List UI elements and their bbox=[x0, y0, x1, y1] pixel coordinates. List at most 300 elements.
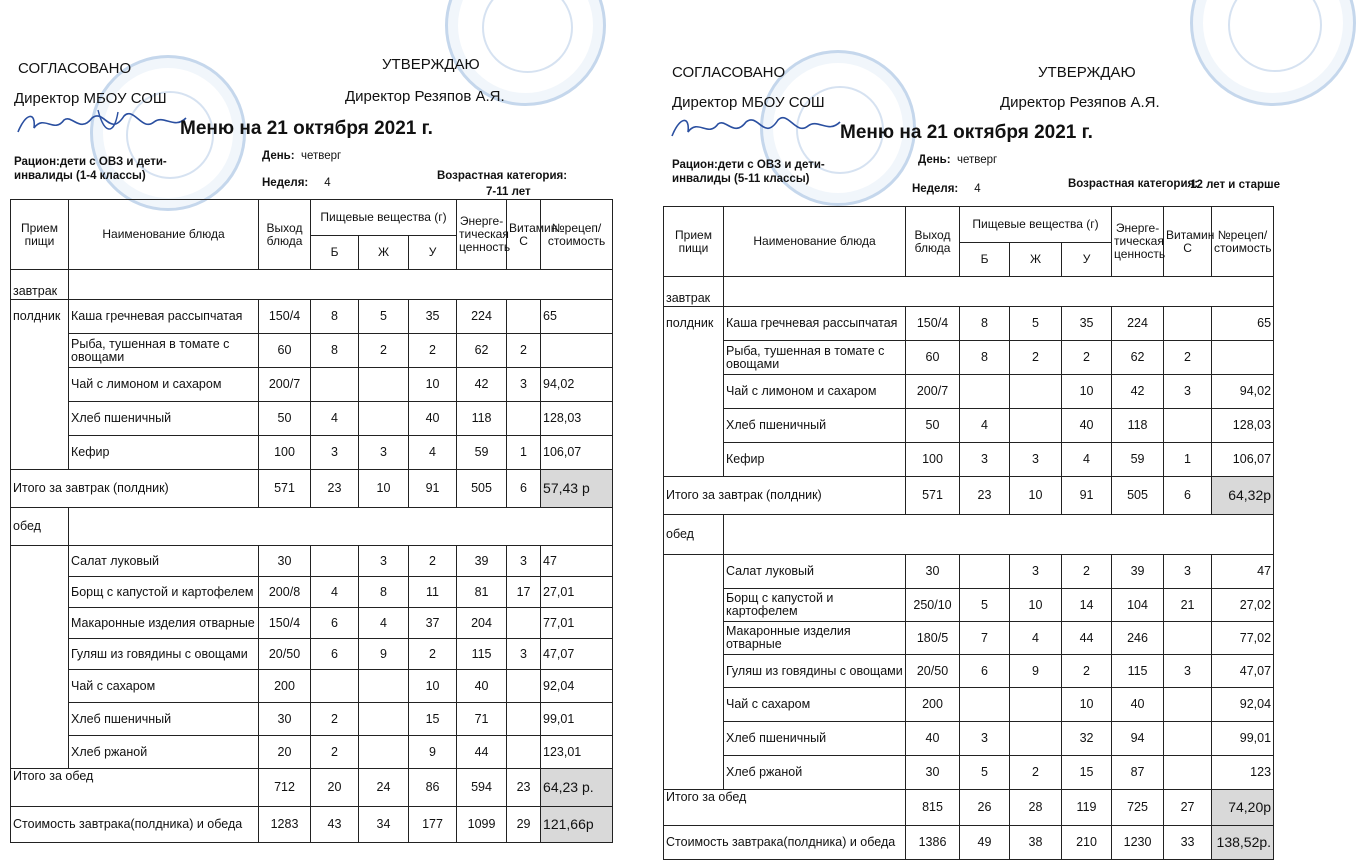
section-row bbox=[11, 270, 613, 300]
cell-energy: 115 bbox=[457, 639, 507, 670]
table-row bbox=[664, 555, 1274, 589]
cell-cost: 128,03 bbox=[541, 402, 613, 436]
total-b: 26 bbox=[960, 790, 1010, 826]
total-cost: 121,66р bbox=[541, 807, 613, 843]
col-zh: Ж bbox=[1010, 243, 1062, 277]
dish-name: Хлеб пшеничный bbox=[69, 703, 259, 736]
table-row bbox=[664, 756, 1274, 790]
table-row bbox=[11, 639, 613, 670]
table-row bbox=[664, 722, 1274, 756]
dish-name: Чай с лимоном и сахаром bbox=[724, 375, 906, 409]
cell-yield: 40 bbox=[906, 722, 960, 756]
lunch-total-label: Итого за обед bbox=[11, 769, 259, 807]
cell-energy: 44 bbox=[457, 736, 507, 769]
ration-label: Рацион:дети с ОВЗ и дети-инвалиды (5-11 классы) bbox=[672, 159, 825, 185]
cell-vitamin bbox=[1164, 688, 1212, 722]
cell-b: 5 bbox=[960, 589, 1010, 622]
total-b: 23 bbox=[311, 470, 359, 508]
day-label: День: четверг bbox=[918, 154, 998, 166]
cell-yield: 50 bbox=[259, 402, 311, 436]
col-recipe: №рецеп/стоимость bbox=[541, 200, 613, 270]
cell-b bbox=[960, 375, 1010, 409]
cell-b bbox=[960, 555, 1010, 589]
dish-name: Чай с сахаром bbox=[69, 670, 259, 703]
cell-cost: 47 bbox=[541, 546, 613, 577]
cell-zh: 2 bbox=[359, 334, 409, 368]
col-b: Б bbox=[960, 243, 1010, 277]
cell-u: 15 bbox=[409, 703, 457, 736]
menu-table bbox=[10, 199, 613, 843]
total-cost: 64,23 р. bbox=[541, 769, 613, 807]
page-title: Меню на 21 октября 2021 г. bbox=[180, 118, 433, 139]
total-yield: 1283 bbox=[259, 807, 311, 843]
total-energy: 594 bbox=[457, 769, 507, 807]
col-zh: Ж bbox=[359, 236, 409, 270]
cell-vitamin: 3 bbox=[507, 368, 541, 402]
total-yield: 571 bbox=[906, 477, 960, 515]
cell-u: 14 bbox=[1062, 589, 1112, 622]
cell-zh: 3 bbox=[1010, 555, 1062, 589]
cell-zh bbox=[1010, 409, 1062, 443]
cell-energy: 62 bbox=[1112, 341, 1164, 375]
cell-yield: 200 bbox=[259, 670, 311, 703]
table-row bbox=[11, 436, 613, 470]
total-b: 49 bbox=[960, 826, 1010, 860]
col-energy: Энерге-тическая ценность bbox=[457, 200, 507, 270]
age-category-value: 12 лет и старше bbox=[1190, 179, 1280, 191]
dish-name: Кефир bbox=[724, 443, 906, 477]
cell-u: 10 bbox=[1062, 375, 1112, 409]
total-cost: 74,20р bbox=[1212, 790, 1274, 826]
cell-energy: 81 bbox=[457, 577, 507, 608]
cell-energy: 39 bbox=[457, 546, 507, 577]
cell-vitamin bbox=[507, 736, 541, 769]
cell-u: 2 bbox=[409, 639, 457, 670]
director-school: Директор МБОУ СОШ bbox=[14, 90, 167, 107]
total-b: 43 bbox=[311, 807, 359, 843]
cell-u: 2 bbox=[1062, 555, 1112, 589]
cell-cost: 94,02 bbox=[541, 368, 613, 402]
total-row bbox=[11, 470, 613, 508]
col-b: Б bbox=[311, 236, 359, 270]
dish-name: Каша гречневая рассыпчатая bbox=[724, 307, 906, 341]
grand-total-label: Стоимость завтрака(полдника) и обеда bbox=[11, 807, 259, 843]
cell-vitamin bbox=[507, 300, 541, 334]
cell-u: 35 bbox=[1062, 307, 1112, 341]
dish-name: Хлеб ржаной bbox=[69, 736, 259, 769]
director-name: Директор Резяпов А.Я. bbox=[345, 88, 505, 105]
cell-zh: 10 bbox=[1010, 589, 1062, 622]
dish-name: Борщ с капустой и картофелем bbox=[69, 577, 259, 608]
col-meal: Прием пищи bbox=[11, 200, 69, 270]
cell-yield: 100 bbox=[906, 443, 960, 477]
cell-energy: 118 bbox=[1112, 409, 1164, 443]
cell-energy: 71 bbox=[457, 703, 507, 736]
cell-cost: 77,01 bbox=[541, 608, 613, 639]
cell-energy: 224 bbox=[457, 300, 507, 334]
total-row bbox=[664, 790, 1274, 826]
cell-b: 8 bbox=[960, 307, 1010, 341]
section-snack: полдник bbox=[11, 300, 69, 470]
cell-zh: 5 bbox=[359, 300, 409, 334]
dish-name: Чай с сахаром bbox=[724, 688, 906, 722]
total-zh: 28 bbox=[1010, 790, 1062, 826]
week-label: Неделя: 4 bbox=[912, 183, 981, 195]
cell-cost: 77,02 bbox=[1212, 622, 1274, 655]
cell-energy: 42 bbox=[457, 368, 507, 402]
cell-vitamin bbox=[1164, 756, 1212, 790]
col-energy: Энерге-тическая ценность bbox=[1112, 207, 1164, 277]
cell-cost: 92,04 bbox=[1212, 688, 1274, 722]
cell-u: 2 bbox=[409, 546, 457, 577]
total-vitamin: 29 bbox=[507, 807, 541, 843]
cell-energy: 40 bbox=[457, 670, 507, 703]
dish-name: Чай с лимоном и сахаром bbox=[69, 368, 259, 402]
cell-cost: 92,04 bbox=[541, 670, 613, 703]
cell-vitamin: 17 bbox=[507, 577, 541, 608]
cell-yield: 60 bbox=[259, 334, 311, 368]
cell-zh: 4 bbox=[1010, 622, 1062, 655]
agreed-label: СОГЛАСОВАНО bbox=[672, 64, 786, 81]
cell-u: 10 bbox=[409, 670, 457, 703]
cell-yield: 20 bbox=[259, 736, 311, 769]
cell-energy: 59 bbox=[457, 436, 507, 470]
cell-b bbox=[311, 670, 359, 703]
total-vitamin: 27 bbox=[1164, 790, 1212, 826]
total-zh: 10 bbox=[1010, 477, 1062, 515]
cell-zh: 4 bbox=[359, 608, 409, 639]
cell-b bbox=[311, 546, 359, 577]
cell-yield: 100 bbox=[259, 436, 311, 470]
approve-label: УТВЕРЖДАЮ bbox=[382, 56, 480, 73]
cell-cost: 94,02 bbox=[1212, 375, 1274, 409]
total-b: 23 bbox=[960, 477, 1010, 515]
cell-b: 4 bbox=[960, 409, 1010, 443]
cell-cost bbox=[1212, 341, 1274, 375]
cell-yield: 200/7 bbox=[259, 368, 311, 402]
cell-zh: 2 bbox=[1010, 756, 1062, 790]
total-b: 20 bbox=[311, 769, 359, 807]
table-row bbox=[664, 688, 1274, 722]
dish-name: Борщ с капустой и картофелем bbox=[724, 589, 906, 622]
cell-zh bbox=[359, 402, 409, 436]
cell-zh bbox=[1010, 722, 1062, 756]
col-recipe: №рецеп/стоимость bbox=[1212, 207, 1274, 277]
cell-u: 10 bbox=[409, 368, 457, 402]
total-u: 177 bbox=[409, 807, 457, 843]
col-dish: Наименование блюда bbox=[724, 207, 906, 277]
total-u: 91 bbox=[409, 470, 457, 508]
col-yield: Выход блюда bbox=[259, 200, 311, 270]
cell-u: 35 bbox=[409, 300, 457, 334]
cell-yield: 60 bbox=[906, 341, 960, 375]
total-u: 91 bbox=[1062, 477, 1112, 515]
cell-cost: 99,01 bbox=[541, 703, 613, 736]
cell-b: 4 bbox=[311, 402, 359, 436]
cell-cost: 106,07 bbox=[1212, 443, 1274, 477]
cell-zh: 3 bbox=[359, 436, 409, 470]
cell-vitamin: 2 bbox=[507, 334, 541, 368]
cell-yield: 30 bbox=[259, 703, 311, 736]
section-breakfast: завтрак bbox=[11, 270, 69, 300]
cell-energy: 62 bbox=[457, 334, 507, 368]
table-row bbox=[11, 402, 613, 436]
cell-u: 15 bbox=[1062, 756, 1112, 790]
col-nutrients: Пищевые вещества (г) bbox=[960, 207, 1112, 243]
cell-vitamin bbox=[1164, 409, 1212, 443]
total-energy: 1099 bbox=[457, 807, 507, 843]
total-cost: 57,43 р bbox=[541, 470, 613, 508]
age-category-label: Возрастная категория: bbox=[437, 170, 568, 182]
age-category-value: 7-11 лет bbox=[486, 186, 531, 198]
dish-name: Макаронные изделия отварные bbox=[69, 608, 259, 639]
cell-yield: 150/4 bbox=[906, 307, 960, 341]
cell-vitamin bbox=[507, 402, 541, 436]
cell-energy: 94 bbox=[1112, 722, 1164, 756]
table-row bbox=[664, 375, 1274, 409]
cell-zh bbox=[359, 703, 409, 736]
cell-b: 8 bbox=[960, 341, 1010, 375]
cell-u: 10 bbox=[1062, 688, 1112, 722]
cell-cost: 47,07 bbox=[541, 639, 613, 670]
cell-b: 3 bbox=[960, 443, 1010, 477]
total-zh: 38 bbox=[1010, 826, 1062, 860]
col-meal: Прием пищи bbox=[664, 207, 724, 277]
cell-cost: 128,03 bbox=[1212, 409, 1274, 443]
dish-name: Рыба, тушенная в томате с овощами bbox=[724, 341, 906, 375]
total-u: 119 bbox=[1062, 790, 1112, 826]
cell-vitamin: 1 bbox=[1164, 443, 1212, 477]
cell-b: 6 bbox=[311, 639, 359, 670]
day-label: День: четверг bbox=[262, 150, 342, 162]
total-yield: 815 bbox=[906, 790, 960, 826]
cell-cost bbox=[541, 334, 613, 368]
signature-drawing bbox=[668, 108, 858, 146]
cell-vitamin: 1 bbox=[507, 436, 541, 470]
table-row bbox=[664, 589, 1274, 622]
cell-b: 8 bbox=[311, 334, 359, 368]
cell-energy: 204 bbox=[457, 608, 507, 639]
cell-zh: 8 bbox=[359, 577, 409, 608]
cell-vitamin: 3 bbox=[1164, 555, 1212, 589]
cell-energy: 39 bbox=[1112, 555, 1164, 589]
total-zh: 10 bbox=[359, 470, 409, 508]
table-row bbox=[11, 736, 613, 769]
cell-b: 8 bbox=[311, 300, 359, 334]
cell-vitamin: 3 bbox=[507, 639, 541, 670]
cell-zh: 5 bbox=[1010, 307, 1062, 341]
section-lunch: обед bbox=[664, 515, 724, 555]
menu-table bbox=[663, 206, 1274, 860]
cell-vitamin: 21 bbox=[1164, 589, 1212, 622]
cell-b: 4 bbox=[311, 577, 359, 608]
cell-vitamin bbox=[1164, 722, 1212, 756]
cell-energy: 115 bbox=[1112, 655, 1164, 688]
cell-yield: 30 bbox=[906, 555, 960, 589]
cell-energy: 118 bbox=[457, 402, 507, 436]
cell-energy: 87 bbox=[1112, 756, 1164, 790]
cell-cost: 65 bbox=[1212, 307, 1274, 341]
cell-vitamin bbox=[1164, 622, 1212, 655]
cell-b bbox=[960, 688, 1010, 722]
lunch-total-label: Итого за обед bbox=[664, 790, 906, 826]
breakfast-total-label: Итого за завтрак (полдник) bbox=[664, 477, 906, 515]
cell-yield: 200/7 bbox=[906, 375, 960, 409]
cell-vitamin bbox=[507, 608, 541, 639]
cell-zh: 3 bbox=[359, 546, 409, 577]
director-name: Директор Резяпов А.Я. bbox=[1000, 94, 1160, 111]
cell-cost: 47,07 bbox=[1212, 655, 1274, 688]
cell-yield: 20/50 bbox=[259, 639, 311, 670]
table-row bbox=[11, 546, 613, 577]
cell-energy: 42 bbox=[1112, 375, 1164, 409]
total-zh: 24 bbox=[359, 769, 409, 807]
col-dish: Наименование блюда bbox=[69, 200, 259, 270]
section-lunch: обед bbox=[11, 508, 69, 546]
breakfast-total-label: Итого за завтрак (полдник) bbox=[11, 470, 259, 508]
cell-u: 11 bbox=[409, 577, 457, 608]
menu-document-left bbox=[0, 0, 640, 867]
cell-zh: 3 bbox=[1010, 443, 1062, 477]
cell-energy: 246 bbox=[1112, 622, 1164, 655]
section-breakfast: завтрак bbox=[664, 277, 724, 307]
dish-name: Гуляш из говядины с овощами bbox=[724, 655, 906, 688]
cell-yield: 20/50 bbox=[906, 655, 960, 688]
cell-u: 32 bbox=[1062, 722, 1112, 756]
cell-cost: 27,01 bbox=[541, 577, 613, 608]
cell-yield: 200/8 bbox=[259, 577, 311, 608]
total-vitamin: 6 bbox=[507, 470, 541, 508]
total-energy: 505 bbox=[1112, 477, 1164, 515]
total-u: 210 bbox=[1062, 826, 1112, 860]
dish-name: Салат луковый bbox=[724, 555, 906, 589]
cell-yield: 250/10 bbox=[906, 589, 960, 622]
cell-u: 40 bbox=[409, 402, 457, 436]
dish-name: Гуляш из говядины с овощами bbox=[69, 639, 259, 670]
table-row bbox=[664, 655, 1274, 688]
grand-total-label: Стоимость завтрака(полдника) и обеда bbox=[664, 826, 906, 860]
cell-b: 2 bbox=[311, 736, 359, 769]
dish-name: Каша гречневая рассыпчатая bbox=[69, 300, 259, 334]
cell-yield: 50 bbox=[906, 409, 960, 443]
cell-cost: 106,07 bbox=[541, 436, 613, 470]
col-u: У bbox=[1062, 243, 1112, 277]
cell-cost: 123,01 bbox=[541, 736, 613, 769]
cell-yield: 150/4 bbox=[259, 608, 311, 639]
cell-zh: 9 bbox=[1010, 655, 1062, 688]
director-school: Директор МБОУ СОШ bbox=[672, 94, 825, 111]
total-energy: 1230 bbox=[1112, 826, 1164, 860]
table-row bbox=[11, 368, 613, 402]
total-energy: 725 bbox=[1112, 790, 1164, 826]
section-row bbox=[11, 508, 613, 546]
table-row bbox=[11, 670, 613, 703]
dish-name: Салат луковый bbox=[69, 546, 259, 577]
col-vitamin: Витамин С bbox=[1164, 207, 1212, 277]
cell-cost: 99,01 bbox=[1212, 722, 1274, 756]
cell-b: 2 bbox=[311, 703, 359, 736]
agreed-label: СОГЛАСОВАНО bbox=[18, 60, 132, 77]
cell-yield: 30 bbox=[906, 756, 960, 790]
week-label: Неделя: 4 bbox=[262, 177, 331, 189]
dish-name: Хлеб ржаной bbox=[724, 756, 906, 790]
cell-vitamin: 3 bbox=[507, 546, 541, 577]
cell-u: 2 bbox=[1062, 655, 1112, 688]
dish-name: Хлеб пшеничный bbox=[69, 402, 259, 436]
table-row bbox=[664, 341, 1274, 375]
total-yield: 571 bbox=[259, 470, 311, 508]
section-snack: полдник bbox=[664, 307, 724, 477]
cell-u: 40 bbox=[1062, 409, 1112, 443]
cell-energy: 40 bbox=[1112, 688, 1164, 722]
dish-name: Рыба, тушенная в томате с овощами bbox=[69, 334, 259, 368]
cell-b: 6 bbox=[960, 655, 1010, 688]
cell-b: 7 bbox=[960, 622, 1010, 655]
cell-yield: 30 bbox=[259, 546, 311, 577]
cell-yield: 200 bbox=[906, 688, 960, 722]
cell-u: 37 bbox=[409, 608, 457, 639]
cell-u: 9 bbox=[409, 736, 457, 769]
cell-b: 5 bbox=[960, 756, 1010, 790]
cell-b: 6 bbox=[311, 608, 359, 639]
cell-b: 3 bbox=[311, 436, 359, 470]
col-u: У bbox=[409, 236, 457, 270]
cell-cost: 47 bbox=[1212, 555, 1274, 589]
total-energy: 505 bbox=[457, 470, 507, 508]
cell-energy: 59 bbox=[1112, 443, 1164, 477]
ration-label: Рацион:дети с ОВЗ и дети-инвалиды (1-4 классы) bbox=[14, 156, 167, 182]
table-row bbox=[664, 409, 1274, 443]
approve-label: УТВЕРЖДАЮ bbox=[1038, 64, 1136, 81]
cell-vitamin: 2 bbox=[1164, 341, 1212, 375]
cell-cost: 27,02 bbox=[1212, 589, 1274, 622]
cell-yield: 150/4 bbox=[259, 300, 311, 334]
cell-zh bbox=[359, 736, 409, 769]
cell-vitamin bbox=[507, 670, 541, 703]
total-vitamin: 6 bbox=[1164, 477, 1212, 515]
cell-yield: 180/5 bbox=[906, 622, 960, 655]
cell-b: 3 bbox=[960, 722, 1010, 756]
cell-u: 4 bbox=[409, 436, 457, 470]
total-cost: 64,32р bbox=[1212, 477, 1274, 515]
cell-zh bbox=[359, 670, 409, 703]
age-category-label: Возрастная категория: bbox=[1068, 178, 1199, 190]
cell-zh: 2 bbox=[1010, 341, 1062, 375]
cell-zh bbox=[1010, 375, 1062, 409]
table-row bbox=[11, 703, 613, 736]
cell-vitamin: 3 bbox=[1164, 375, 1212, 409]
dish-name: Хлеб пшеничный bbox=[724, 409, 906, 443]
cell-u: 2 bbox=[409, 334, 457, 368]
total-cost: 138,52р. bbox=[1212, 826, 1274, 860]
table-row bbox=[664, 307, 1274, 341]
dish-name: Макаронные изделия отварные bbox=[724, 622, 906, 655]
table-row bbox=[664, 443, 1274, 477]
total-zh: 34 bbox=[359, 807, 409, 843]
total-row bbox=[11, 769, 613, 807]
cell-vitamin bbox=[1164, 307, 1212, 341]
cell-u: 44 bbox=[1062, 622, 1112, 655]
cell-zh: 9 bbox=[359, 639, 409, 670]
section-row bbox=[664, 277, 1274, 307]
cell-vitamin: 3 bbox=[1164, 655, 1212, 688]
cell-cost: 123 bbox=[1212, 756, 1274, 790]
total-u: 86 bbox=[409, 769, 457, 807]
total-row bbox=[664, 477, 1274, 515]
cell-cost: 65 bbox=[541, 300, 613, 334]
section-row bbox=[664, 515, 1274, 555]
col-nutrients: Пищевые вещества (г) bbox=[311, 200, 457, 236]
